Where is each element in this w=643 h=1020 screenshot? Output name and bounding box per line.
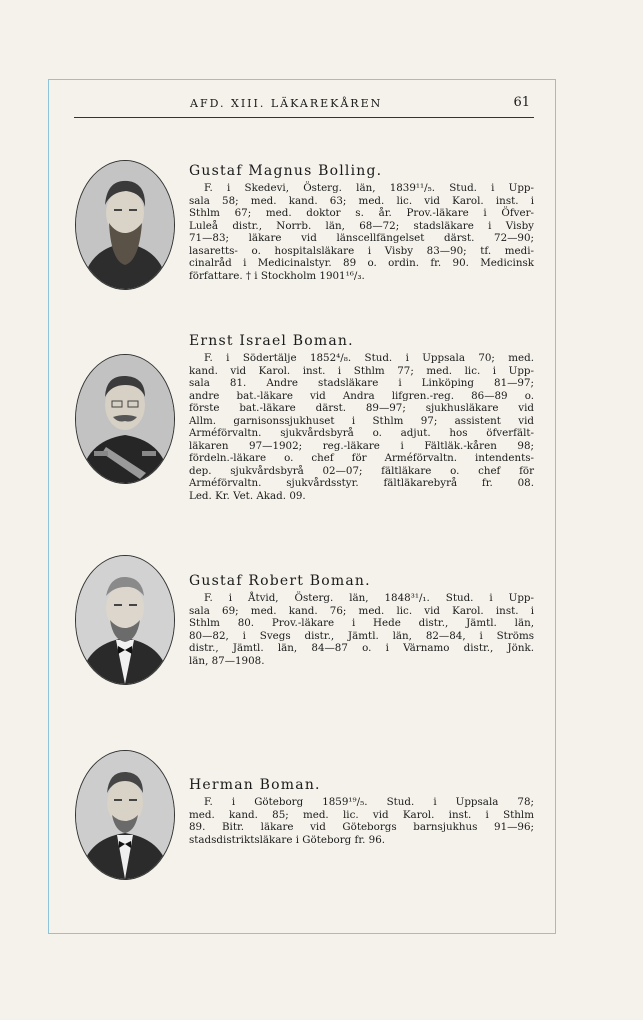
bio-line: andre bat.-läkare vid Andra lifgren.-reg. 86—89 o. (189, 389, 534, 402)
bio-line: stadsdistriktsläkare i Göteborg fr. 96. (189, 833, 386, 846)
person-name: Ernst Israel Boman. (189, 333, 354, 349)
bio-line: dep. sjukvårdsbyrå 02—07; fältläkare o. chef för (189, 464, 534, 477)
bio-line: distr., Jämtl. län, 84—87 o. i Värnamo distr., Jönk. (189, 642, 534, 654)
bio-line: sala 58; med. kand. 63; med. lic. vid Karol. inst. i (189, 194, 534, 207)
person-name: Gustaf Magnus Bolling. (189, 163, 383, 179)
young-man-portrait-icon (75, 750, 175, 880)
bio-line: med. kand. 85; med. lic. vid Karol. inst. i Sthlm (189, 808, 534, 821)
bio-line: Allm. garnisonssjukhuset i Sthlm 97; assistent vid (189, 414, 534, 427)
bio-line: sala 81. Andre stadsläkare i Linköping 81—97; (189, 377, 534, 389)
bio-line: fördeln.-läkare o. chef för Arméförvaltn. intendents- (189, 452, 534, 464)
bio-line: Sthlm 67; med. doktor s. år. Prov.-läkare i Öfver- (189, 207, 534, 219)
person-name: Gustaf Robert Boman. (189, 573, 371, 589)
bio-line: författare. † i Stockholm 1901¹⁶/₃. (189, 269, 365, 282)
bio-line: F. i Göteborg 1859¹⁹/₅. Stud. i Uppsala 78; (204, 796, 534, 808)
page-number: 61 (513, 95, 530, 110)
biography-text (189, 796, 534, 846)
bearded-man-portrait-icon (75, 160, 175, 290)
bio-line: cinalråd i Medicinalstyr. 89 o. ordin. fr. 90. Medicinsk (189, 257, 534, 269)
bio-line: Luleå distr., Norrb. län, 68—72; stadsläkare i Visby (189, 219, 534, 232)
person-name: Herman Boman. (189, 777, 321, 793)
bio-line: F. i Åtvid, Österg. län, 1848³¹/₁. Stud. i Upp- (204, 592, 534, 604)
bio-line: Led. Kr. Vet. Akad. 09. (189, 489, 306, 502)
biography-text (189, 182, 534, 282)
bow-tie-man-portrait-icon (75, 555, 175, 685)
bio-line: Sthlm 80. Prov.-läkare i Hede distr., Jämtl. län, (189, 617, 534, 629)
running-head-title: AFD. XIII. LÄKAREKÅREN (190, 97, 383, 110)
bio-line: Arméförvaltn. sjukvårdsbyrå o. adjut. hos öfverfält- (189, 427, 534, 439)
biography-text (189, 592, 534, 667)
bio-line: F. i Skedevi, Österg. län, 1839¹¹/₅. Stud. i Upp- (204, 182, 534, 194)
running-head (74, 95, 534, 118)
bio-line: kand. vid Karol. inst. i Sthlm 77; med. lic. i Upp- (189, 364, 534, 377)
bio-line: förste bat.-läkare därst. 89—97; sjukhusläkare vid (189, 402, 534, 414)
bio-line: 80—82, i Svegs distr., Jämtl. län, 82—84, i Ströms (189, 629, 534, 642)
bio-line: län, 87—1908. (189, 654, 265, 667)
bio-line: 71—83; läkare vid länscellfängelset därst. 72—90; (189, 232, 534, 244)
bio-line: F. i Södertälje 1852⁴/₈. Stud. i Uppsala 70; med. (204, 352, 534, 364)
bio-line: sala 69; med. kand. 76; med. lic. vid Karol. inst. i (189, 604, 534, 617)
bio-line: lasaretts- o. hospitalsläkare i Visby 83—90; tf. medi- (189, 244, 534, 257)
uniformed-officer-portrait-icon (75, 354, 175, 484)
biography-text (189, 352, 534, 502)
bio-line: 89. Bitr. läkare vid Göteborgs barnsjukhus 91—96; (189, 821, 534, 833)
bio-line: läkaren 97—1902; reg.-läkare i Fältläk.-kåren 98; (189, 439, 534, 452)
bio-line: Arméförvaltn. sjukvårdsstyr. fältläkarebyrå fr. 08. (189, 477, 534, 489)
